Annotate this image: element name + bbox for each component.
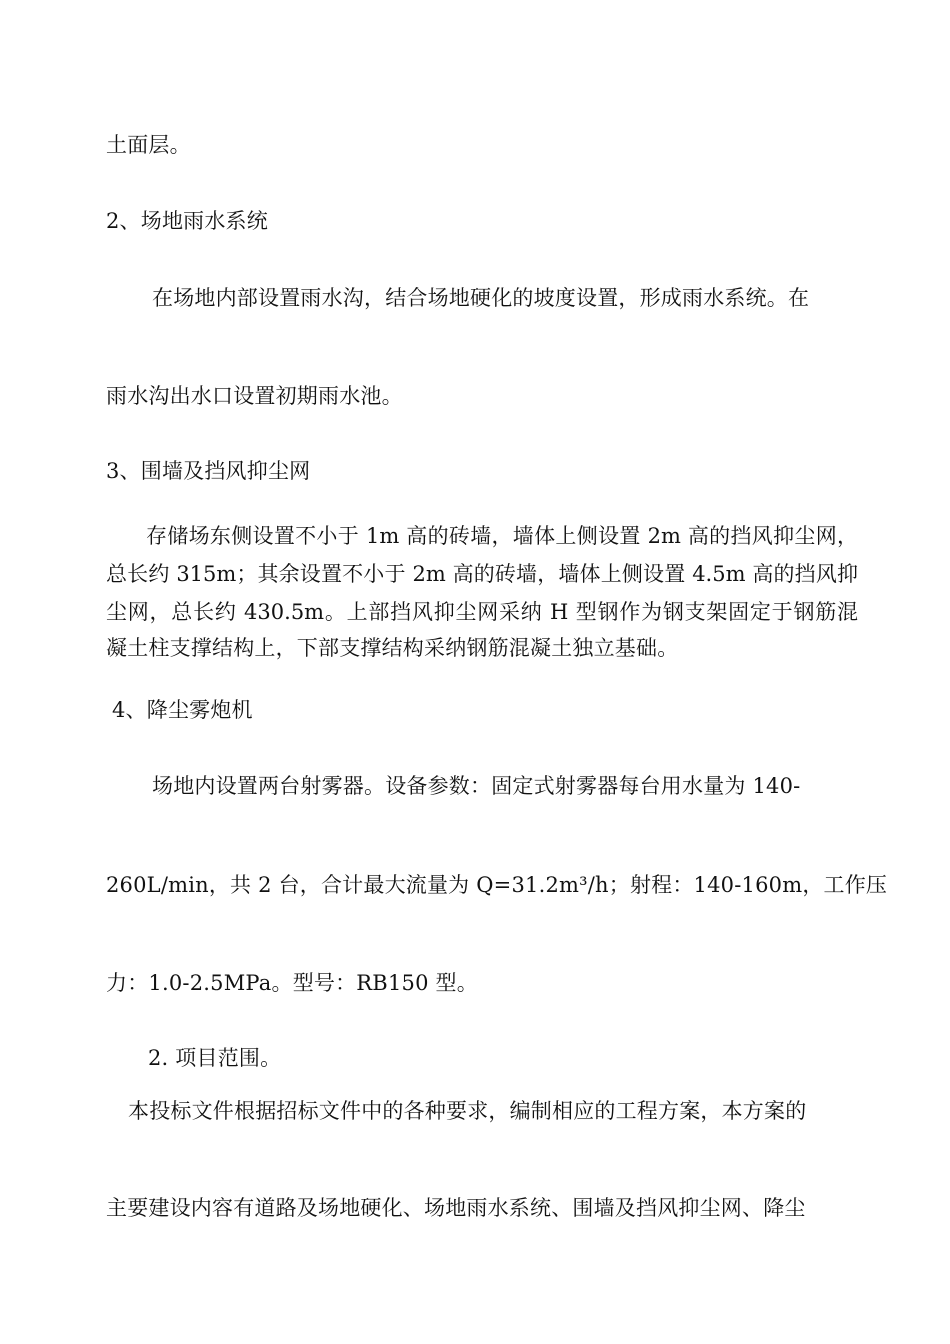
paragraph-line: 在场地内部设置雨水沟，结合场地硬化的坡度设置，形成雨水系统。在 bbox=[152, 286, 810, 310]
section-heading-wall-dust-net: 3、围墙及挡风抑尘网 bbox=[106, 459, 311, 483]
section-heading-rain-system: 2、场地雨水系统 bbox=[106, 209, 268, 233]
paragraph-line: 存储场东侧设置不小于 1m 高的砖墙，墙体上侧设置 2m 高的挡风抑尘网， bbox=[146, 524, 858, 548]
section-heading-mist-cannon: 4、降尘雾炮机 bbox=[112, 698, 253, 722]
paragraph-line: 本投标文件根据招标文件中的各种要求，编制相应的工程方案，本方案的 bbox=[128, 1099, 807, 1123]
paragraph-line: 总长约 315m；其余设置不小于 2m 高的砖墙，墙体上侧设置 4.5m 高的挡风抑 bbox=[106, 562, 858, 586]
paragraph-line: 场地内设置两台射雾器。设备参数：固定式射雾器每台用水量为 140- bbox=[152, 774, 801, 798]
paragraph-line: 土面层。 bbox=[106, 133, 191, 157]
paragraph-wall-dust-net bbox=[106, 517, 858, 631]
paragraph-line: 力：1.0-2.5MPa。型号：RB150 型。 bbox=[106, 971, 478, 995]
paragraph-line: 凝土柱支撑结构上，下部支撑结构采纳钢筋混凝土独立基础。 bbox=[106, 636, 679, 660]
paragraph-line: 尘网，总长约 430.5m。上部挡风抑尘网采纳 H 型钢作为钢支架固定于钢筋混 bbox=[106, 600, 858, 624]
section-heading-project-scope: 2. 项目范围。 bbox=[148, 1046, 282, 1070]
paragraph-line: 雨水沟出水口设置初期雨水池。 bbox=[106, 384, 403, 408]
paragraph-line: 260L/min，共 2 台，合计最大流量为 Q=31.2m³/h；射程：140-160m，工作压 bbox=[106, 873, 888, 897]
paragraph-line: 主要建设内容有道路及场地硬化、场地雨水系统、围墙及挡风抑尘网、降尘 bbox=[106, 1196, 806, 1220]
